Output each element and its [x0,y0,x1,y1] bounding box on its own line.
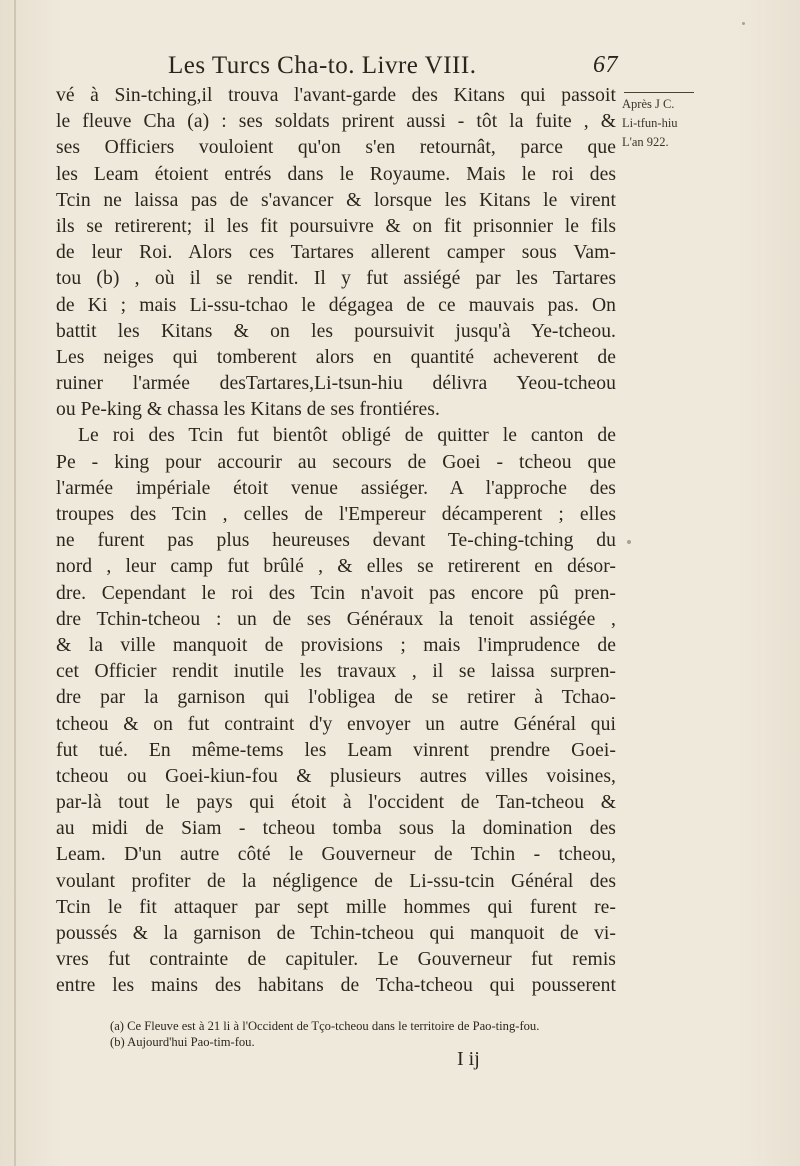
text-line: ou Pe-king & chassa les Kitans de ses frontiéres. [56,399,440,421]
text-line: l'armée impériale étoit venue assiéger. A l'approche des [56,477,616,499]
text-line: fut tué. En même-tems les Leam vinrent prendre Goei- [56,739,616,761]
text-line: Les neiges qui tomberent alors en quantité acheverent de [56,346,616,368]
ink-speck [627,540,631,544]
text-line: par-là tout le pays qui étoit à l'occident de Tan-tcheou & [56,792,616,814]
text-line: vres fut contrainte de capituler. Le Gouverneur fut remis [56,949,616,971]
text-line: & la ville manquoit de provisions ; mais l'imprudence de [56,634,616,656]
text-line: nord , leur camp fut brûlé , & elles se retirerent en désor- [56,556,616,578]
page-header [168,52,618,86]
running-title: Les Turcs Cha-to. Livre VIII. [168,52,477,79]
text-line: Pe - king pour accourir au secours de Goei - tcheou que [56,451,616,473]
text-line: les Leam étoient entrés dans le Royaume. Mais le roi des [56,163,616,185]
text-line: de leur Roi. Alors ces Tartares allerent camper sous Vam- [56,242,616,264]
text-line: cet Officier rendit inutile les travaux , il se laissa surpren- [56,661,616,683]
text-line: voulant profiter de la négligence de Li-ssu-tcin Général des [56,870,616,892]
text-line: tou (b) , où il se rendit. Il y fut assiégé par les Tartares [56,268,616,290]
text-line: Tcin le fit attaquer par sept mille hommes qui furent re- [56,896,616,918]
signature-mark: I ij [457,1048,480,1070]
text-line: ruiner l'armée desTartares,Li-tsun-hiu délivra Yeou-tcheou [56,373,616,395]
footnote-a: (a) Ce Fleuve est à 21 li à l'Occident de Tço-tcheou dans le territoire de Pao-ting-fou. [110,1019,540,1033]
margin-note-line: Li-tfun-hiu [622,116,678,130]
text-line: au midi de Siam - tcheou tomba sous la domination des [56,818,616,840]
text-line: le fleuve Cha (a) : ses soldats prirent aussi - tôt la fuite , & [56,111,616,133]
text-line: ne furent pas plus heureuses devant Te-ching-tching du [56,530,616,552]
text-line: entre les mains des habitans de Tcha-tcheou qui pousserent [56,975,616,997]
text-line: battit les Kitans & on les poursuivit jusqu'à Ye-tcheou. [56,320,616,342]
text-line: dre par la garnison qui l'obligea de se retirer à Tchao- [56,687,616,709]
body-text [56,83,616,1000]
margin-note [622,92,722,152]
text-line: Tcin ne laissa pas de s'avancer & lorsque les Kitans le virent [56,189,616,211]
footnotes [110,1018,670,1050]
page-number: 67 [593,52,618,78]
footnote-b: (b) Aujourd'hui Pao-tim-fou. [110,1035,255,1049]
text-line: tcheou ou Goei-kiun-fou & plusieurs autres villes voisines, [56,765,616,787]
text-line: ils se retirerent; il les fit poursuivre & on fit prisonnier le fils [56,215,616,237]
text-line: ses Officiers vouloient qu'on s'en retournât, parce que [56,137,616,159]
text-line: tcheou & on fut contraint d'y envoyer un autre Général qui [56,713,616,735]
margin-note-line: L'an 922. [622,135,669,149]
margin-note-line: Après J C. [622,97,675,111]
text-line: troupes des Tcin , celles de l'Empereur décamperent ; elles [56,504,616,525]
text-line: Leam. D'un autre côté le Gouverneur de Tchin - tcheou, [56,844,616,866]
text-line: Le roi des Tcin fut bientôt obligé de quitter le canton de [78,425,616,447]
text-line: vé à Sin-tching,il trouva l'avant-garde des Kitans qui passoit [56,85,616,106]
page-gutter-edge [14,0,16,1166]
margin-note-rule [624,92,694,93]
text-line: dre Tchin-tcheou : un de ses Généraux la tenoit assiégée , [56,608,616,630]
text-line: de Ki ; mais Li-ssu-tchao le dégagea de ce mauvais pas. On [56,294,616,316]
text-line: poussés & la garnison de Tchin-tcheou qui manquoit de vi- [56,923,616,944]
text-line: dre. Cependant le roi des Tcin n'avoit pas encore pû pren- [56,582,616,604]
ink-speck [742,22,745,25]
